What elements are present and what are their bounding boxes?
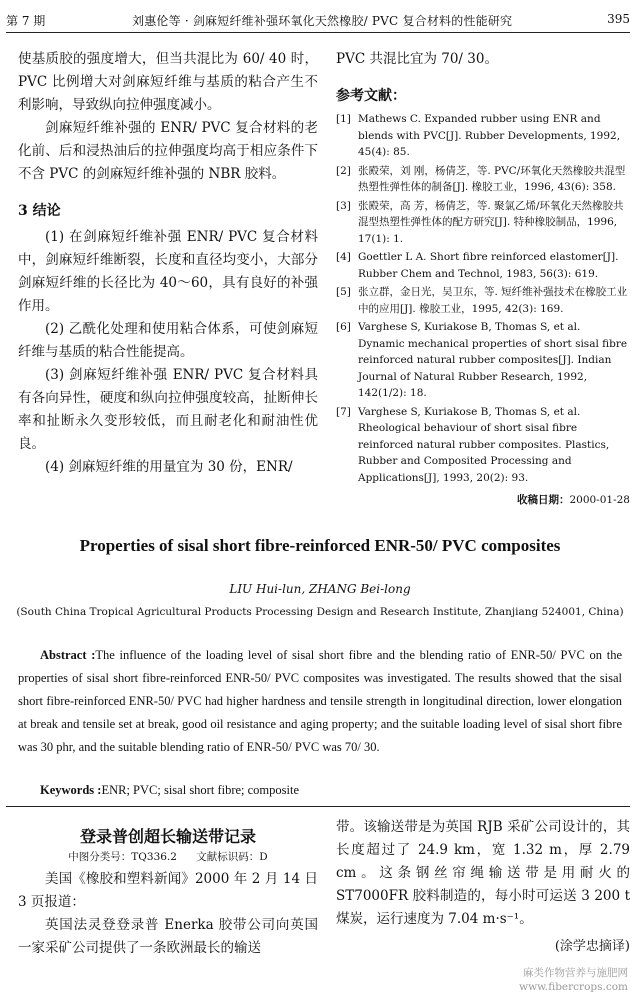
english-abstract xyxy=(18,644,622,759)
translator-signature: (涂学忠摘译) xyxy=(554,939,630,954)
news-meta xyxy=(18,849,318,864)
page-number: 395 xyxy=(607,12,630,26)
news-paragraph-continuation: 带。该输送带是为英国 RJB 采矿公司设计的，其长度超过了 24.9 km，宽 1.32 m，厚 2.79 cm。这条钢丝帘绳输送带是用耐火的 ST7000FR 胶料制造的，每小时可运送 3 200 t 煤炭，运行速度为 7.04 m·s⁻¹。 xyxy=(336,819,630,927)
english-authors: LIU Hui-lun, ZHANG Bei-long xyxy=(229,582,411,596)
abstract-text: The influence of the loading level of sisal short fibre and the blending ratio of ENR-50/ PVC on the properties of sisal short fibre-reinforced ENR-50/ PVC composites was investigated. The results showed that the sisal short fibre-reinforced ENR-50/ PVC had higher hardness and tensile strength in longitudinal direction, lower elongation at break and tensile set at break, good oil resistance and aging property; and the suitable loading level of sisal short fibre was 30 phr, and the suitable blending ratio of ENR-50/ PVC was 70/ 30. xyxy=(18,648,622,754)
classification-number: 中图分类号：TQ336.2 xyxy=(68,851,177,863)
page-header xyxy=(6,6,630,33)
conclusion-4-continuation: PVC 共混比宜为 70/ 30。 xyxy=(336,51,498,67)
document-code: 文献标识码：D xyxy=(196,851,268,863)
paragraph-continuation: 使基质胶的强度增大，但当共混比为 60/ 40 时，PVC 比例增大对剑麻短纤维与基质的粘合产生不利影响，导致纵向拉伸强度减小。 xyxy=(18,51,318,113)
left-column xyxy=(18,48,318,479)
english-affiliation: (South China Tropical Agricultural Products Processing Design and Research Institute, Zhanjiang 524001, China) xyxy=(16,606,624,618)
news-title: 登录普创超长输送带记录 xyxy=(79,827,256,846)
reference-item: [3] 张殿荣，高 芳，杨倩芝，等. 聚氯乙烯/环氧化天然橡胶共混型热塑性弹性体的配方研究[J]. 特种橡胶制品，1996, 17(1): 1. xyxy=(336,199,624,245)
conclusion-4: (4) 剑麻短纤维的用量宜为 30 份，ENR/ xyxy=(45,459,293,475)
english-keywords xyxy=(40,783,620,798)
conclusion-3: (3) 剑麻短纤维补强 ENR/ PVC 复合材料具有各向异性，硬度和纵向拉伸强度较高，扯断伸长率和扯断永久变形较低，而且耐老化和耐油性优良。 xyxy=(18,367,318,452)
reference-list xyxy=(336,111,630,486)
section-title-conclusion: 3 结论 xyxy=(18,203,61,219)
running-title: 刘惠伦等 · 剑麻短纤维补强环氧化天然橡胶/ PVC 复合材料的性能研究 xyxy=(132,14,513,28)
reference-item: [5] 张立群，金日光，吴卫东，等. 短纤维补强技术在橡胶工业中的应用[J]. 橡胶工业，1995, 42(3): 169. xyxy=(336,286,628,315)
received-date: 收稿日期：2000-01-28 xyxy=(516,494,630,506)
references-title: 参考文献： xyxy=(336,88,406,104)
keywords-text: ENR; PVC; sisal short fibre; composite xyxy=(101,783,300,797)
abstract-label: Abstract : xyxy=(40,648,96,662)
news-right-column xyxy=(336,816,630,954)
news-paragraph-source: 美国《橡胶和塑料新闻》2000 年 2 月 14 日 3 页报道： xyxy=(18,871,318,910)
issue-number: 第 7 期 xyxy=(6,14,46,28)
paragraph-aging: 剑麻短纤维补强的 ENR/ PVC 复合材料的老化前、后和浸热油后的拉伸强度均高于相应条件下不含 PVC 的剑麻短纤维补强的 NBR 胶料。 xyxy=(18,120,318,182)
reference-item: [2] 张殿荣，刘 刚，杨倩芝，等. PVC/环氧化天然橡胶共混型热塑性弹性体的制备[J]. 橡胶工业，1996, 43(6): 358. xyxy=(336,164,626,193)
news-paragraph-body: 英国法灵登登录普 Enerka 胶带公司向英国一家采矿公司提供了一条欧洲最长的输送 xyxy=(18,917,318,956)
reference-item: [4] Goettler L A. Short fibre reinforced elastomer[J]. Rubber Chem and Technol, 1983, 56(3): 619. xyxy=(336,251,619,280)
right-column xyxy=(336,48,630,507)
keywords-label: Keywords : xyxy=(40,783,102,797)
english-title: Properties of sisal short fibre-reinforced ENR-50/ PVC composites xyxy=(79,536,561,555)
section-divider xyxy=(6,806,630,807)
reference-item: [6] Varghese S, Kuriakose B, Thomas S, et al. Dynamic mechanical properties of short sisal fibre reinforced natural rubber composites[J]. Indian Journal of Natural Rubber Research, 1992, 142(1/2): 18. xyxy=(336,321,628,399)
reference-item: [1] Mathews C. Expanded rubber using ENR and blends with PVC[J]. Rubber Developments, 1992, 45(4): 85. xyxy=(336,113,621,158)
reference-item: [7] Varghese S, Kuriakose B, Thomas S, et al. Rheological behaviour of short sisal fibre reinforced natural rubber composites. Plastics, Rubber and Composited Processing and Applications[J], 1993, 20(2): 93. xyxy=(336,405,610,484)
conclusion-2: (2) 乙酰化处理和使用粘合体系，可使剑麻短纤维与基质的粘合性能提高。 xyxy=(18,321,318,360)
conclusion-1: (1) 在剑麻短纤维补强 ENR/ PVC 复合材料中，剑麻短纤维断裂，长度和直径均变小，大部分剑麻短纤维的长径比为 40～60，具有良好的补强作用。 xyxy=(18,229,318,314)
news-left-column xyxy=(18,816,318,960)
site-watermark: 麻类作物营养与施肥网 www.fibercrops.com xyxy=(519,967,628,993)
